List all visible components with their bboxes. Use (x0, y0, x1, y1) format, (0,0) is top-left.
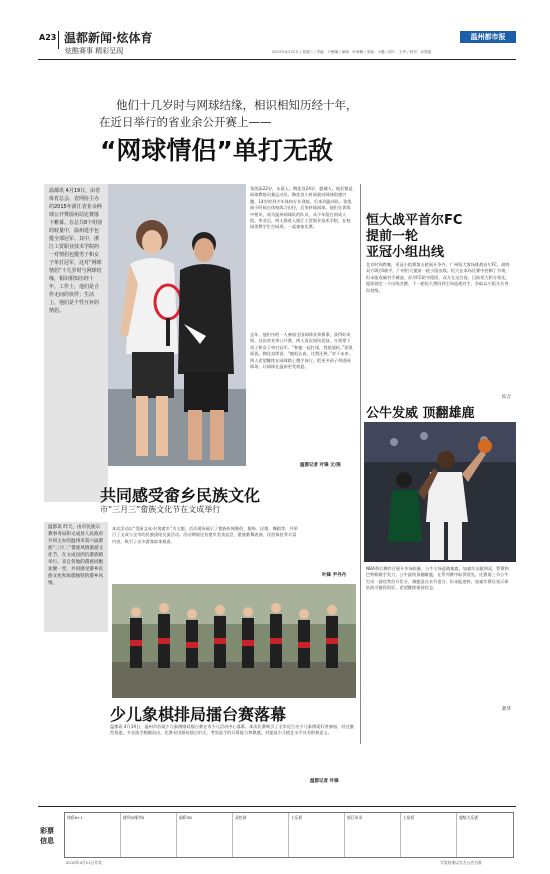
story-evergrande-byline: 综合 (502, 395, 511, 400)
lottery-item: 浙江风采 (345, 813, 401, 857)
story-bulls-body: NBA季后赛昨日展开多场较量，公牛主场迎战雄鹿。加索尔贡献两双，罗斯和巴特勒联手发力，公牛最终顶翻雄鹿，在系列赛中取得领先。比赛第三节公牛打出一波攻势拉开比分，雄鹿虽在末节追分，但未能逆转。加索尔赛后表示球队防守做得很好，希望继续保持状态。 (366, 566, 509, 591)
story-evergrande-headline-1: 恒大战平首尔FC (366, 213, 463, 228)
header-divider-left (58, 31, 59, 49)
story-she-culture-lead: 温都讯 昨天，由市民族宗教事务局和文成县人民政府共同主办的温州市第六届畲族“三月三”畲族风情旅游文化节，在文成县西坑畲族镇举行。来自各地的畲族同胞欢聚一堂，共同感受畲乡民族文化和浓郁独特的畲乡风情。 (48, 525, 104, 586)
lottery-item: 超级大乐透 (459, 815, 478, 820)
story-bulls-byline: 新华 (502, 707, 511, 712)
story-tennis-headline: “网球情侣”单打无敌 (100, 136, 333, 165)
lottery-item: 双色球 (233, 813, 289, 857)
story-she-culture-byline: 叶锋 尹丹丹 (322, 573, 347, 578)
story-tennis-pretitle-2: 在近日举行的省业余公开赛上—— (99, 115, 272, 129)
story-evergrande-headline-2: 提前一轮 (366, 229, 419, 244)
basketball-photo (364, 422, 516, 562)
story-tennis-body-col1: 张凯丽22岁，永嘉人。陶佳良24岁，鹿城人。他们都是网球教练员兼运动员。陶佳良小时候就对网球很感兴趣，14岁时到少年体校专业训练，后来到温州队。张凯丽小时候在体校练习田径，后来转练网球。他们在训练中相识，同为温州网球队的队员，从少年组打到成人组。毕业后，两人都进入浙江工贸职业技术学院，在校园里教学生打网球，一起参加比赛。 (250, 186, 353, 230)
story-tennis-pretitle-1: 他们十几岁时与网球结缘，相识相知历经十年， (116, 98, 358, 112)
story-chess-byline: 温都记者 叶锋 (310, 779, 339, 784)
lottery-info: 2015年4月21日开奖 (66, 860, 102, 865)
lottery-top-rule (38, 806, 516, 807)
story-she-culture-subhead: 市“三月三”畲族文化节在文成举行 (100, 505, 221, 514)
section-slogan: 炫酷赛事 精彩呈现 (65, 47, 124, 55)
lottery-note: 开奖结果以官方公告为准 (440, 860, 482, 865)
dateline: 2015年4月22日 / 星期三 / 责编：卢俊曦 / 编辑：叶海鹏 / 美编：小疆 / 照片：王华 / 校对：邓燕磊 (272, 50, 432, 54)
lottery-item: 体彩6+1 (65, 813, 121, 857)
story-evergrande-headline-3: 亚冠小组出线 (366, 245, 445, 260)
lottery-item: 福彩3D (177, 813, 233, 857)
story-evergrande-body: 北京时间昨晚，亚冠小组赛第五轮展开争夺，广州恒大客场挑战首尔FC，最终双方0比0战平，广州恒大提前一轮小组出线。恒大在本场比赛中控制了节奏，但未能攻破对手城池。首尔FC防守稳固，双方互交白卷。目前恒大积分领先，提前锁定一个出线名额。下一轮恒大将回到主场迎战对手，争取以小组头名身份晋级。 (366, 262, 510, 293)
tennis-couple-photo (108, 184, 246, 466)
page-number: A23 (39, 33, 57, 42)
section-title: 温都新闻·炫体育 (64, 31, 153, 45)
she-dance-illustration (112, 584, 356, 698)
column-divider (360, 184, 361, 744)
lottery-item: 七乐彩 (289, 813, 345, 857)
basketball-illustration (364, 422, 516, 562)
story-tennis-body-col2: 去年，他们中的一人参加全国网球业余赛事，获得好成绩。这次省业余公开赛，两人再次同场竞技，分别拿下男子和女子单打冠军。“和他一起打球，我很放松。”张凯丽说。陶佳良则说：“她很认真，比我还拼。”对于未来，两人希望继续在网球路上携手前行，把更多孩子带进网球场，让网球在温州更受欢迎。 (250, 332, 353, 370)
tennis-couple-illustration (108, 184, 246, 466)
lottery-table (64, 812, 514, 858)
story-bulls-headline: 公牛发威 顶翻雄鹿 (366, 406, 475, 421)
story-she-culture-headline: 共同感受畲乡民族文化 (100, 486, 261, 505)
story-she-culture-body: 本次活动以“美丽文成·好客畲乡”为主题，活动现场展示了畲族传统婚俗、服饰、民歌、舞蹈等，并举行了文成与全市的民族团结交流活动。活动期间还有畲乡美食品尝、畲族歌舞表演、民俗体验等丰富内容，吸引了众多游客前来观看。 (112, 526, 298, 544)
she-culture-photo (112, 584, 356, 698)
lottery-item: 七星彩 (401, 813, 457, 857)
header-bottom-rule (38, 59, 516, 60)
paper-name: 温州都市报 (460, 31, 516, 43)
lottery-label-1: 彩票 (40, 827, 54, 835)
story-chess-body: 温都讯 4月19日，温州市首届少儿象棋排局擂台赛在市少儿活动中心落幕。本次比赛吸引了全市近百名少儿象棋爱好者参加，经过激烈角逐，多名选手脱颖而出。比赛采用排局擂台形式，考验选手的计算能力和棋感，对提高少儿棋艺水平具有积极意义。 (110, 724, 354, 736)
story-chess-headline: 少儿象棋排局擂台赛落幕 (110, 705, 287, 724)
story-tennis-byline: 温都记者 叶锋 文/图 (300, 463, 341, 468)
lottery-label-2: 信息 (40, 837, 54, 845)
lottery-item: 排列3/排列5 (121, 813, 177, 857)
story-tennis-lead: 温都讯 4月19日，由省体育总会、省网协主办的2015年浙江省业余网球公开赛温州站比赛落下帷幕。在总共8个组别的较量中，温州选手包揽全部冠军。其中，浙江工贸职业技术学院的一对情侣包揽男子和女子单打冠军，这对“网球情侣”十几岁时与网球结缘，相识相知历经十年。工作上，他们是合作无间的伙伴；生活上，他们是个性互补的情侣。 (49, 188, 103, 314)
